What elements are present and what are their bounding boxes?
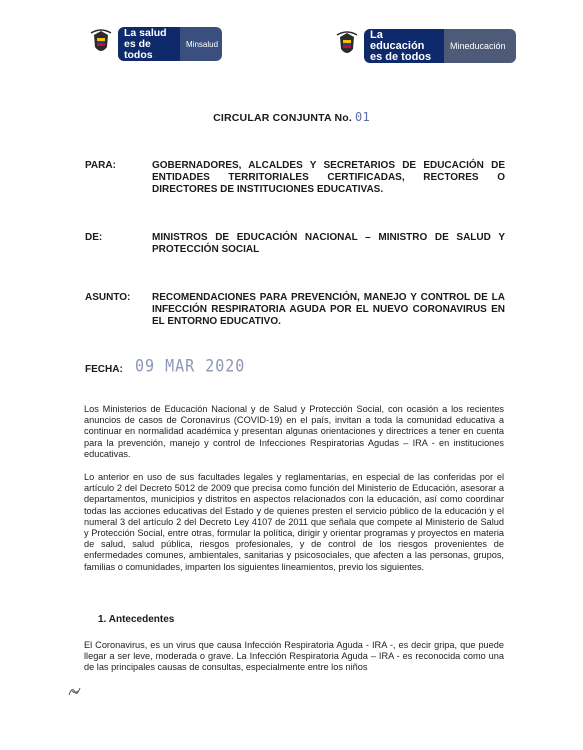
asunto-label: ASUNTO: bbox=[85, 292, 131, 303]
para-label: PARA: bbox=[85, 160, 116, 171]
minsalud-logo bbox=[88, 26, 222, 62]
para-recipients: GOBERNADORES, ALCALDES Y SECRETARIOS DE EDUCACIÓN DE ENTIDADES TERRITORIALES CERTIFICADAS, RECTORES O DIRECTORES DE INSTITUCIONES EDUCATIVAS. bbox=[152, 160, 505, 195]
mineducacion-name: Mineducación bbox=[444, 29, 516, 63]
asunto-subject: RECOMENDACIONES PARA PREVENCIÓN, MANEJO Y CONTROL DE LA INFECCIÓN RESPIRATORIA AGUDA POR EL NUEVO CORONAVIRUS EN EL ENTORNO EDUCATIVO. bbox=[152, 292, 505, 327]
body-paragraph-3: El Coronavirus, es un virus que causa Infección Respiratoria Aguda - IRA -, es decir gripa, que puede llegar a ser leve, moderada o grave. La Infección Respiratoria Aguda – IRA - es reconocida como una de las principales causas de consultas, especialmente entre los niños bbox=[84, 640, 504, 673]
de-senders: MINISTROS DE EDUCACIÓN NACIONAL – MINISTRO DE SALUD Y PROTECCIÓN SOCIAL bbox=[152, 232, 505, 255]
de-label: DE: bbox=[85, 232, 103, 243]
minsalud-slogan: La salud es de todos bbox=[118, 27, 180, 61]
mineducacion-logo bbox=[334, 28, 516, 64]
colombia-coat-of-arms-icon bbox=[334, 31, 360, 61]
section-heading: 1. Antecedentes bbox=[98, 614, 175, 625]
body-paragraph-2: Lo anterior en uso de sus facultades legales y reglamentarias, en especial de las conferidas por el artículo 2 del Decreto 5012 de 2009 que precisa como función del Ministerio de Educación, asesorar a departamentos, municipios y distritos en aspectos relacionados con la educación, así como coordinar todas las acciones educativas del Estado y de quienes presten el servicio público de la educación y el numeral 3 del artículo 2 del Decreto Ley 4107 de 2011 que señala que compete al Ministerio de Salud y Protección Social, entre otras, formular la política, dirigir y orientar programas y proyectos en materia de salud, salud pública, riesgos profesionales, y de control de los riesgos provenientes de enfermedades comunes, ambientales, sanitarias y psicosociales, que afecten a las personas, grupos, familias o comunidades, imparten los siguientes lineamientos, previo los siguientes. bbox=[84, 472, 504, 572]
document-title bbox=[0, 110, 583, 124]
body-paragraph-1: Los Ministerios de Educación Nacional y de Salud y Protección Social, con ocasión a los recientes anuncios de casos de Coronavirus (COVID-19) en el país, invitan a toda la comunidad educativa a continuar en normalidad académica y presentan algunas orientaciones y directrices a tener en cuenta para la prevención, manejo y control de Infecciones Respiratorias Agudas – IRA - en instituciones educativas. bbox=[84, 404, 504, 459]
colombia-coat-of-arms-icon bbox=[88, 29, 114, 59]
title-text: CIRCULAR CONJUNTA No. bbox=[213, 112, 353, 124]
minsalud-name: Minsalud bbox=[180, 27, 222, 61]
fecha-label: FECHA: bbox=[85, 364, 123, 375]
circular-number: 01 bbox=[355, 110, 370, 124]
mineducacion-slogan: La educación es de todos bbox=[364, 29, 444, 63]
handwritten-initials-icon bbox=[66, 682, 84, 700]
date-stamp: 09 MAR 2020 bbox=[135, 355, 246, 377]
